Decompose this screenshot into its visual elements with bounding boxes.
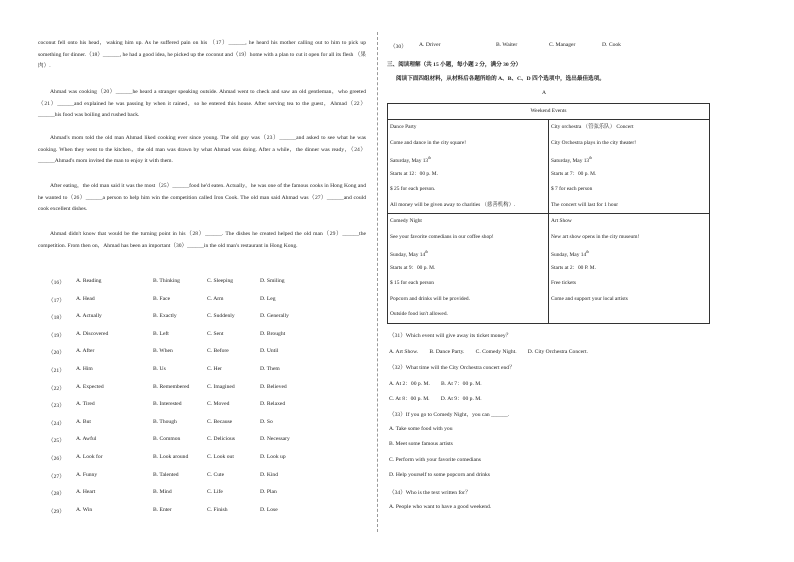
event-price: $ 15 for each person bbox=[390, 280, 435, 286]
event-date: Sunday, May 14th bbox=[390, 250, 428, 258]
option-number: （18） bbox=[48, 315, 65, 322]
option-c: C. Life bbox=[207, 489, 223, 496]
option-c: C. Finish bbox=[207, 506, 228, 513]
option-b: B. Talented bbox=[153, 471, 179, 478]
option-b: B. Thinking bbox=[153, 278, 180, 284]
option-b: B. Face bbox=[153, 295, 171, 302]
option-number: （16） bbox=[48, 280, 65, 286]
event-time: Starts at 12：00 p. M. bbox=[390, 170, 438, 177]
option-c: C. Sent bbox=[207, 330, 224, 337]
option-a: A. Win bbox=[76, 506, 93, 513]
event-cell-art bbox=[549, 214, 710, 324]
event-date: Sunday, May 14th bbox=[551, 250, 589, 258]
option-number: （24） bbox=[48, 420, 65, 427]
option-a: A. Tired bbox=[76, 401, 95, 408]
option-b: B. Common bbox=[153, 436, 181, 443]
option-d: D. Smiling bbox=[260, 278, 285, 284]
option-a: A. Funny bbox=[76, 471, 98, 478]
option-b: B. Remembered bbox=[153, 383, 190, 390]
option-d: D. Plan bbox=[260, 489, 277, 496]
event-description: Come and dance in the city square! bbox=[390, 139, 467, 146]
option-number: （30） bbox=[390, 44, 407, 50]
event-title: Dance Party bbox=[390, 124, 417, 130]
option-a: A. Discovered bbox=[76, 330, 109, 337]
section-instructions: 阅读下面四组材料，从材料后各题所给的 A、B、C、D 四个选项中，选出最佳选项。 bbox=[396, 76, 605, 82]
passage-paragraph: After eating，the old man said it was the most（25）______food he'd eaten. Actually，he was one of the famous cooks in Hong Kong and he wanted to（26）______a person to help him win the competition called Iron Cook. The old man said Ahmad was（27）______and could cook excellent dishes. bbox=[38, 183, 366, 213]
option-b: B. Us bbox=[153, 366, 166, 372]
option-c: C. Imagined bbox=[207, 383, 235, 390]
option-a: A. Look for bbox=[76, 454, 103, 460]
question-32: （32）What time will the City Orchestra concert end？ bbox=[389, 365, 515, 371]
option-b: B. When bbox=[153, 348, 173, 355]
table-header: Weekend Events bbox=[388, 104, 710, 120]
event-cell-comedy bbox=[388, 214, 549, 324]
option-number: （29） bbox=[48, 508, 65, 515]
option-b: B. Enter bbox=[153, 506, 172, 513]
option-c: C. Sleeping bbox=[207, 278, 234, 284]
option-b: B. Though bbox=[153, 418, 177, 425]
option-number: （28） bbox=[48, 491, 65, 498]
question-33-option-d: D. Help yourself to some popcorn and drinks bbox=[389, 472, 490, 478]
option-d: D. Necessary bbox=[260, 436, 290, 443]
event-title: Art Show bbox=[551, 218, 572, 224]
event-note: The concert will last for 1 hour bbox=[551, 201, 619, 208]
option-a: A. Head bbox=[76, 295, 95, 302]
option-d: D. Them bbox=[260, 366, 280, 372]
option-c: C. Arm bbox=[207, 295, 224, 302]
option-a: A. Heart bbox=[76, 489, 96, 496]
option-d: D. Leg bbox=[260, 295, 276, 302]
event-note: Popcorn and drinks will be provided. bbox=[390, 295, 470, 302]
weekend-events-table bbox=[387, 103, 710, 324]
event-price: $ 7 for each person bbox=[551, 186, 593, 192]
event-price: $ 25 for each person. bbox=[390, 186, 436, 192]
option-b: B. Interested bbox=[153, 401, 182, 408]
event-description: See your favorite comedians in our coffee shop! bbox=[390, 233, 494, 240]
event-time: Starts at 7：00 p. M. bbox=[551, 170, 597, 177]
question-33-option-c: C. Perform with your favorite comedians bbox=[389, 457, 481, 463]
option-c: C. Suddenly bbox=[207, 313, 235, 320]
event-date: Saturday, May 13th bbox=[390, 156, 431, 164]
option-a: A. But bbox=[76, 418, 91, 425]
option-number: （26） bbox=[48, 456, 65, 462]
option-number: （22） bbox=[48, 385, 65, 392]
option-d: D. Lose bbox=[260, 506, 278, 513]
event-note: Outside food isn't allowed. bbox=[390, 311, 448, 317]
option-number: （17） bbox=[48, 297, 65, 304]
option-d: D. Kind bbox=[260, 471, 279, 478]
option-d: D. Believed bbox=[260, 383, 287, 390]
option-c: C. Look out bbox=[207, 454, 234, 460]
question-32-options: A. At 2：00 p. M. B. At 7：00 p. M. bbox=[389, 381, 482, 387]
passage-paragraph: Ahmad's mom told the old man Ahmad liked cooking ever since young. The old guy was（23）______and asked to see what he was cooking. When they went to the kitchen，the old man was drawn by what Ahmad was doing. After a while，the dinner was ready，（24）______Ahmad's mom invited the man to enjoy it with them. bbox=[38, 135, 366, 165]
divider-line bbox=[377, 32, 378, 532]
question-31: （31）Which event will give away its ticket money？ bbox=[389, 333, 512, 339]
option-d: D. Cook bbox=[602, 42, 621, 48]
event-title: City orchestra （管弦乐队） Concert bbox=[551, 124, 634, 130]
event-date: Saturday, May 13th bbox=[551, 156, 592, 164]
option-a: A. Reading bbox=[76, 278, 102, 284]
option-d: D. Relaxed bbox=[260, 401, 286, 408]
option-c: C. Cute bbox=[207, 471, 225, 478]
passage-paragraph: Ahmad didn't know that would be the turning point in his（28）______. The dishes he created helped the old man（29）______the competition. From then on，Ahmad has been an important（30）______in the old man's restaurant in Hong Kong. bbox=[38, 231, 366, 249]
passage-label: A bbox=[542, 90, 547, 96]
event-cell-dance bbox=[388, 120, 549, 214]
option-a: A. Him bbox=[76, 366, 93, 372]
question-34-option-a: A. People who want to have a good weekend. bbox=[389, 504, 492, 510]
event-description: City Orchestra plays in the city theater! bbox=[551, 139, 637, 146]
option-c: C. Manager bbox=[549, 42, 576, 48]
option-d: D. Brought bbox=[260, 330, 286, 337]
event-cell-orchestra bbox=[549, 120, 710, 214]
event-note: Come and support your local artists bbox=[551, 295, 628, 302]
option-number: （27） bbox=[48, 473, 65, 480]
event-title: Comedy Night bbox=[390, 218, 422, 224]
event-note: All money will be given away to charities （慈善机构）. bbox=[390, 201, 516, 208]
question-31-options: A. Art Show. B. Dance Party. C. Comedy Night. D. City Orchestra Concert. bbox=[389, 349, 588, 355]
event-price: Free tickets bbox=[551, 280, 576, 286]
option-b: B. Left bbox=[153, 330, 169, 337]
option-d: D. Generally bbox=[260, 313, 289, 320]
question-33-option-a: A. Take some food with you bbox=[389, 426, 453, 432]
option-c: C. Because bbox=[207, 418, 233, 425]
option-b: B. Waiter bbox=[496, 42, 518, 48]
option-a: A. After bbox=[76, 348, 95, 355]
option-c: C. Moved bbox=[207, 401, 230, 408]
passage-paragraph: Ahmad was cooking（20）______he heard a stranger speaking outside. Ahmad went to check and saw an old gentleman，who greeted（21）______and explained he was passing by when it rained，so he entered this house. After serving tea to the guest，Ahmad（22）______his food was boiling and rushed back. bbox=[38, 89, 366, 119]
question-33-option-b: B. Meet some famous artists bbox=[389, 441, 453, 447]
option-c: C. Her bbox=[207, 366, 222, 372]
option-a: A. Expected bbox=[76, 383, 104, 390]
option-b: B. Exactly bbox=[153, 313, 177, 320]
option-a: A. Actually bbox=[76, 313, 102, 320]
question-32-options: C. At 8：00 p. M. D. At 9：00 p. M. bbox=[389, 396, 482, 402]
section-title: 三、阅读理解（共 15 小题，每小题 2 分，满分 30 分） bbox=[387, 62, 522, 68]
event-time: Starts at 2：00 P. M. bbox=[551, 264, 596, 271]
option-d: D. Until bbox=[260, 348, 279, 355]
event-description: New art show opens in the city museum! bbox=[551, 233, 640, 240]
question-34: （34）Who is the text written for？ bbox=[389, 490, 471, 496]
option-number: （20） bbox=[48, 350, 65, 357]
passage-paragraph: coconut fell onto his head，waking him up. As he suffered pain on his （17）______, he heard his mother calling out to him to pick up something for dinner.（18）______, he had a good idea, he picked up the coconut and（19）home with a plan to cut it open for all its flesh （果肉）. bbox=[38, 40, 366, 70]
option-c: C. Delicious bbox=[207, 436, 235, 443]
option-d: D. So bbox=[260, 418, 273, 425]
option-a: A. Awful bbox=[76, 436, 97, 443]
option-d: D. Look up bbox=[260, 454, 286, 460]
option-b: B. Look around bbox=[153, 454, 189, 460]
event-time: Starts at 9：00 p. M. bbox=[390, 264, 436, 271]
option-b: B. Mind bbox=[153, 489, 172, 496]
option-number: （25） bbox=[48, 438, 65, 445]
option-number: （19） bbox=[48, 332, 65, 339]
option-a: A. Driver bbox=[419, 42, 441, 48]
question-33: （33）If you go to Comedy Night，you can ______. bbox=[389, 412, 510, 418]
option-number: （21） bbox=[48, 368, 65, 374]
option-number: （23） bbox=[48, 403, 65, 410]
option-c: C. Before bbox=[207, 348, 229, 355]
